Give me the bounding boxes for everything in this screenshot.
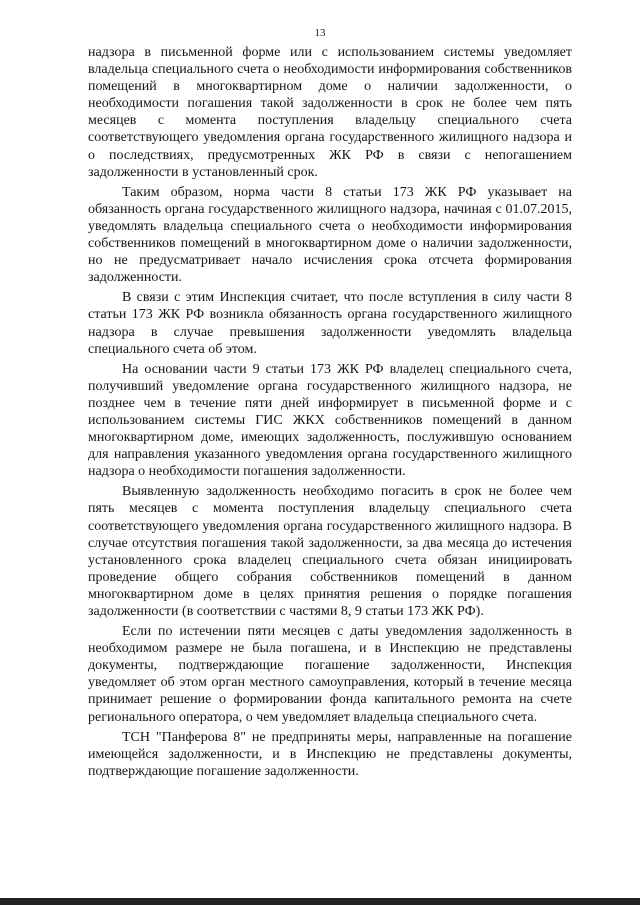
scan-bottom-edge <box>0 898 640 905</box>
paragraph: Выявленную задолженность необходимо погасить в срок не более чем пять месяцев с момента поступления владельцу специального счета соответствующего уведомления органа государственного жилищного надзора. В случае отсутствия погашения такой задолженности, за два месяца до истечения установленного срока владелец специального счета обязан инициировать проведение общего собрания собственников помещений в данном многоквартирном доме в целях принятия решения о порядке погашения задолженности (в соответствии с частями 8, 9 статьи 173 ЖК РФ). <box>88 484 572 619</box>
paragraph: Если по истечении пяти месяцев с даты уведомления задолженность в необходимом размере не была погашена, и в Инспекцию не представлены документы, подтверждающие погашение задолженности, Инспекция уведомляет об этом орган местного самоуправления, который в течение месяца принимает решение о формировании фонда капитального ремонта на счете регионального оператора, о чем уведомляет владельца специального счета. <box>88 624 572 725</box>
paragraph: ТСН "Панферова 8" не предприняты меры, направленные на погашение имеющейся задолженности, и в Инспекцию не представлены документы, подтверждающие погашение задолженности. <box>88 729 572 779</box>
paragraph: В связи с этим Инспекция считает, что после вступления в силу части 8 статьи 173 ЖК РФ возникла обязанность органа государственного жилищного надзора в случае превышения задолженности уведомлять владельца специального счета об этом. <box>88 290 572 357</box>
document-body <box>88 44 572 783</box>
page-number: 13 <box>314 27 326 39</box>
paragraph: На основании части 9 статьи 173 ЖК РФ владелец специального счета, получивший уведомление органа государственного жилищного надзора, не позднее чем в течение пяти дней информирует в письменной форме и с использованием системы ГИС ЖКХ собственников помещений в данном многоквартирном доме, имеющих задолженность, послужившую основанием для направления указанного уведомления органа государственного жилищного надзора о необходимости погашения задолженности. <box>88 361 572 480</box>
paragraph-continuation: надзора в письменной форме или с использованием системы уведомляет владельца специального счета о необходимости информирования собственников помещений в многоквартирном доме о наличии задолженности, о необходимости погашения такой задолженности в срок не более чем пять месяцев с момента поступления владельцу специального счета соответствующего уведомления органа государственного жилищного надзора и о последствиях, предусмотренных ЖК РФ в связи с непогашением задолженности в установленный срок. <box>88 45 572 180</box>
paragraph: Таким образом, норма части 8 статьи 173 ЖК РФ указывает на обязанность органа государственного жилищного надзора, начиная с 01.07.2015, уведомлять владельца специального счета о необходимости информирования собственников помещений в многоквартирном доме о наличии задолженности, но не предусматривает начало исчисления срока отсчета формирования задолженности. <box>88 184 572 286</box>
